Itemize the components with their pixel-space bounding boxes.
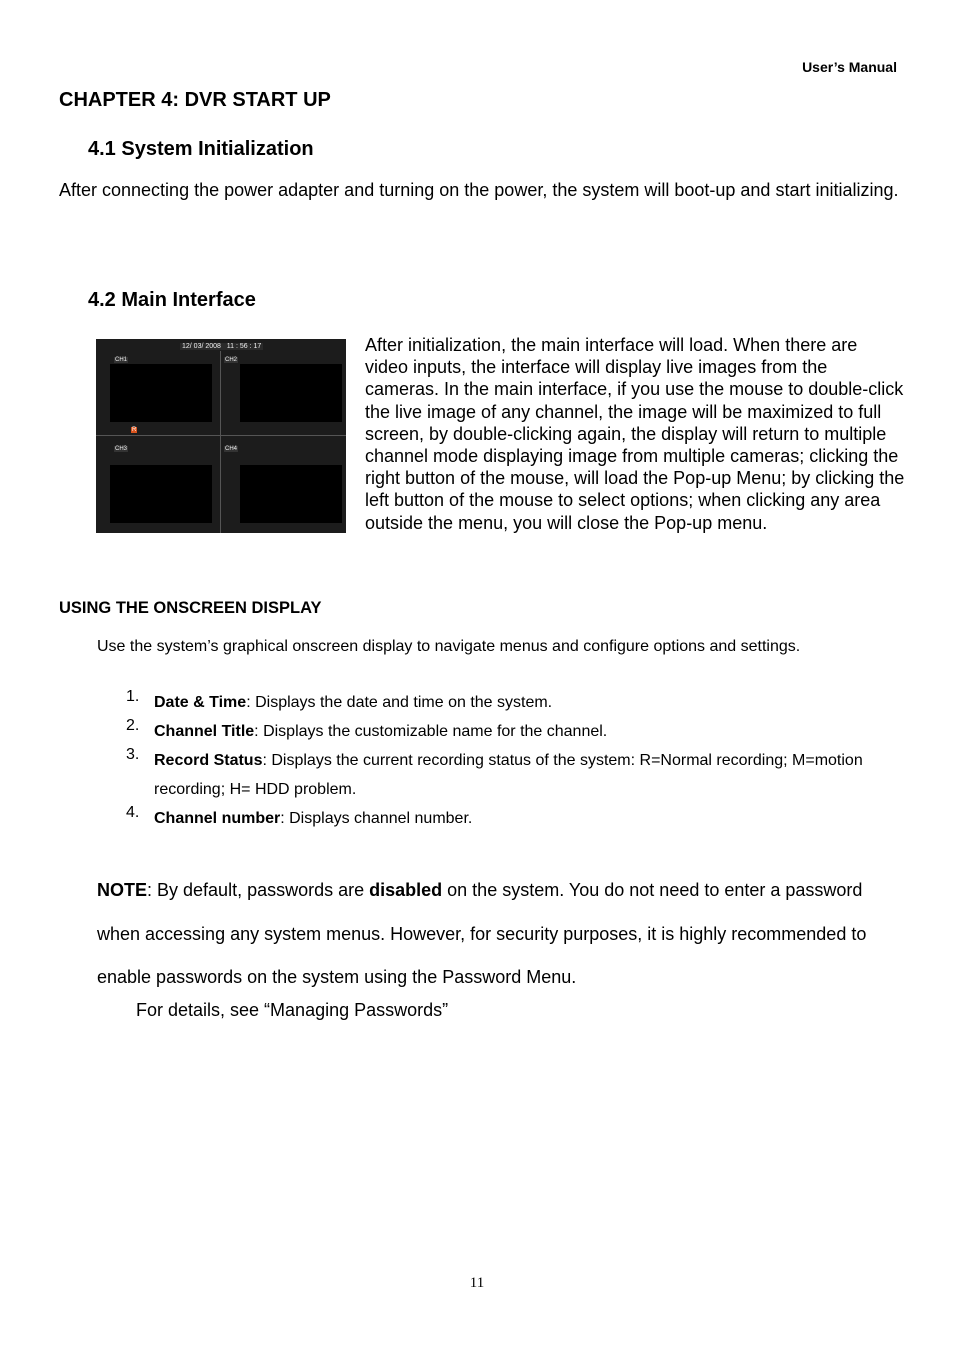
camera-view-3 [110, 465, 212, 523]
osd-heading: USING THE ONSCREEN DISPLAY [59, 599, 322, 617]
list-number: 3. [126, 746, 140, 763]
channel-label-4: CH4 [225, 446, 238, 452]
note-label: NOTE [97, 880, 148, 900]
channel-label-3: CH3 [115, 446, 128, 452]
note-bold-disabled: disabled [369, 880, 443, 900]
grid-divider-vertical [220, 351, 221, 533]
section-2-title: 4.2 Main Interface [88, 289, 256, 311]
section-1-text: After connecting the power adapter and turning on the power, the system will boot-up and start initializing. [59, 180, 899, 200]
list-desc: : Displays channel number. [280, 810, 473, 827]
record-status-indicator: R [132, 427, 137, 433]
manual-header: User’s Manual [802, 59, 897, 75]
page-number: 11 [469, 1275, 485, 1291]
note-paragraph [97, 869, 897, 1000]
list-desc: : Displays the customizable name for the channel. [254, 723, 608, 740]
note-text-1: : By default, passwords are [147, 880, 370, 900]
camera-view-2 [240, 364, 342, 422]
list-number: 2. [126, 717, 140, 734]
list-term: Channel Title [154, 723, 255, 740]
section-1-title: 4.1 System Initialization [88, 138, 314, 160]
list-term: Date & Time [154, 694, 247, 711]
section-2-text: After initialization, the main interface will load. When there are video inputs, the interface will display live images from the cameras. In the main interface, if you use the mouse to double-click the live image of any channel, the image will be maximized to full screen, by double-clicking again, the display will return to multiple channel mode displaying image from multiple cameras; clicking the right button of the mouse, will load the Pop-up Menu; by clicking the left button of the mouse to select options; when clicking any area outside the menu, you will close the Pop-up menu. [365, 335, 905, 533]
list-number: 4. [126, 804, 140, 821]
camera-view-4 [240, 465, 342, 523]
list-number: 1. [126, 688, 140, 705]
note-text-2: on the system. You do not need to enter a password when accessing any system menus. However, for security purposes, it is highly recommended to enable passwords on the system using the Password Menu. [97, 880, 867, 987]
chapter-title: CHAPTER 4: DVR START UP [59, 89, 331, 111]
grid-divider-horizontal [96, 435, 346, 436]
dvr-main-interface-screenshot [96, 339, 346, 533]
dvr-timestamp: 12/ 03/ 2008 11 : 56 : 17 [182, 343, 262, 350]
list-desc: : Displays the current recording status of the system: R=Normal recording; M=motion recording; H= HDD problem. [154, 752, 863, 798]
list-term: Record Status [154, 752, 263, 769]
osd-intro: Use the system’s graphical onscreen display to navigate menus and configure options and settings. [97, 638, 801, 655]
channel-label-2: CH2 [225, 357, 238, 363]
details-reference: For details, see “Managing Passwords” [136, 1000, 449, 1020]
camera-view-1 [110, 364, 212, 422]
list-term: Channel number [154, 810, 281, 827]
list-desc: : Displays the date and time on the system. [246, 694, 553, 711]
channel-label-1: CH1 [115, 357, 128, 363]
